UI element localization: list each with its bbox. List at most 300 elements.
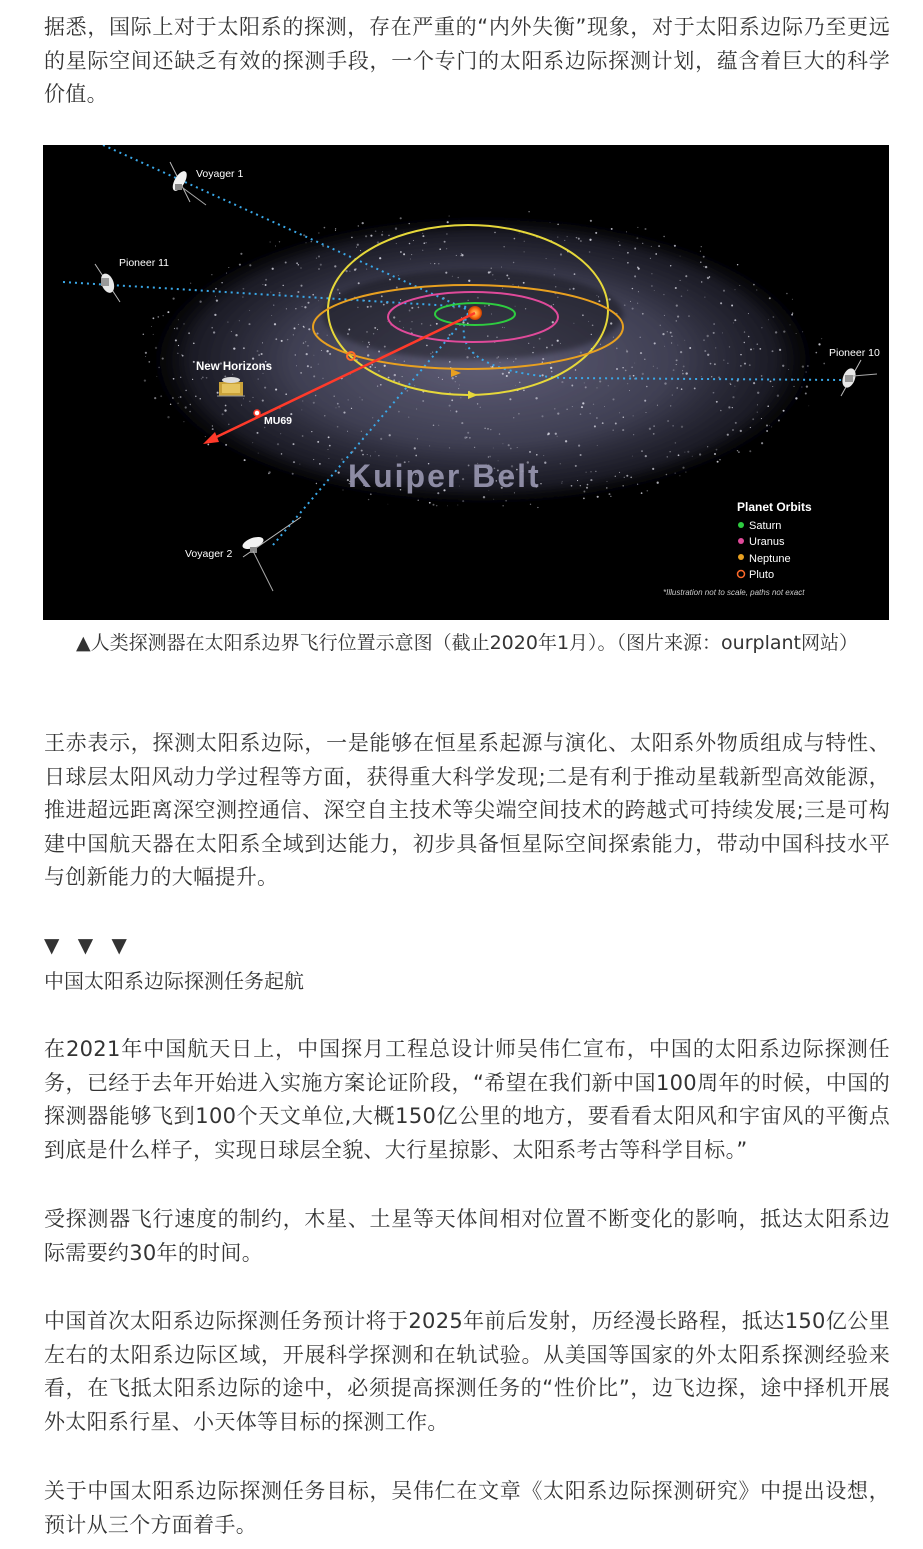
belt-particle <box>707 446 708 447</box>
belt-particle <box>523 282 525 284</box>
belt-particle <box>329 353 331 355</box>
belt-particle <box>587 484 589 486</box>
belt-particle <box>627 262 629 264</box>
belt-particle <box>805 371 807 373</box>
belt-particle <box>766 425 768 427</box>
belt-particle <box>772 350 774 352</box>
belt-particle <box>213 331 215 333</box>
belt-particle <box>447 505 448 506</box>
belt-particle <box>651 285 653 287</box>
belt-particle <box>808 405 809 406</box>
belt-particle <box>662 333 664 335</box>
belt-particle <box>630 476 632 478</box>
belt-particle <box>572 406 573 407</box>
belt-particle <box>732 429 734 431</box>
belt-particle <box>467 432 469 434</box>
belt-particle <box>422 235 424 237</box>
belt-particle <box>167 416 169 418</box>
belt-particle <box>506 274 508 276</box>
belt-particle <box>618 241 619 242</box>
belt-particle <box>398 275 399 276</box>
belt-particle <box>598 300 600 302</box>
belt-particle <box>384 365 386 367</box>
paragraph-launch-plan: 中国首次太阳系边际探测任务预计将于2025年前后发射，历经漫长路程，抵达150亿公里左右的太阳系边际区域，开展科学探测和在轨试验。从美国等国家的外太阳系探测经验来看，在飞抵太阳系边际的途中，必须提高探测任务的“性价比”，边飞边探，途中择机开展外太阳系行星、小天体等目标的探测工作。 <box>44 1309 890 1434</box>
belt-particle <box>294 327 296 329</box>
belt-particle <box>642 313 644 315</box>
belt-particle <box>177 402 179 404</box>
belt-particle <box>273 305 274 306</box>
belt-particle <box>717 461 719 463</box>
belt-particle <box>212 428 214 430</box>
belt-particle <box>455 376 456 377</box>
belt-particle <box>326 350 328 352</box>
belt-particle <box>569 289 570 290</box>
belt-particle <box>370 235 372 237</box>
belt-particle <box>368 342 370 344</box>
belt-particle <box>313 355 314 356</box>
belt-particle <box>613 258 614 259</box>
belt-particle <box>366 269 367 270</box>
belt-particle <box>770 381 772 383</box>
solar-system-probes-figure <box>43 145 889 620</box>
belt-particle <box>249 264 251 266</box>
belt-particle <box>750 427 751 428</box>
belt-particle <box>508 372 510 374</box>
belt-particle <box>682 373 684 375</box>
belt-particle <box>418 307 420 309</box>
belt-particle <box>239 320 240 321</box>
belt-particle <box>749 364 751 366</box>
belt-particle <box>716 401 718 403</box>
belt-particle <box>591 334 592 335</box>
belt-particle <box>343 412 345 414</box>
belt-particle <box>328 436 330 438</box>
belt-particle <box>557 237 558 238</box>
belt-particle <box>752 418 754 420</box>
belt-particle <box>202 376 204 378</box>
belt-particle <box>307 345 309 347</box>
belt-particle <box>449 361 451 363</box>
belt-particle <box>173 298 175 300</box>
belt-particle <box>779 349 781 351</box>
belt-particle <box>403 327 404 328</box>
belt-particle <box>349 271 350 272</box>
belt-particle <box>586 487 588 489</box>
belt-particle <box>599 380 601 382</box>
belt-particle <box>590 479 592 481</box>
belt-particle <box>624 304 626 306</box>
belt-particle <box>561 482 562 483</box>
belt-particle <box>356 247 357 248</box>
belt-particle <box>477 403 478 404</box>
belt-particle <box>652 468 654 470</box>
belt-particle <box>644 400 646 402</box>
belt-particle <box>377 385 378 386</box>
belt-particle <box>347 399 348 400</box>
belt-particle <box>753 382 755 384</box>
planet-orbits-legend <box>663 500 812 597</box>
belt-particle <box>670 332 672 334</box>
belt-particle <box>557 224 558 225</box>
belt-particle <box>398 381 400 383</box>
belt-particle <box>295 308 296 309</box>
belt-particle <box>532 352 533 353</box>
belt-particle <box>265 279 267 281</box>
belt-particle <box>504 327 505 328</box>
belt-particle <box>446 233 448 235</box>
belt-particle <box>302 435 304 437</box>
belt-particle <box>716 449 718 451</box>
belt-particle <box>722 332 723 333</box>
belt-particle <box>156 376 157 377</box>
belt-particle <box>727 363 728 364</box>
belt-particle <box>772 386 773 387</box>
belt-particle <box>505 500 507 502</box>
belt-particle <box>507 358 508 359</box>
belt-particle <box>676 305 678 307</box>
belt-particle <box>178 319 179 320</box>
belt-particle <box>357 307 359 309</box>
belt-particle <box>388 235 390 237</box>
belt-particle <box>637 303 638 304</box>
belt-particle <box>225 405 227 407</box>
section-heading: 中国太阳系边际探测任务起航 <box>44 969 304 993</box>
belt-particle <box>346 270 348 272</box>
belt-particle <box>769 425 770 426</box>
belt-particle <box>560 463 561 464</box>
belt-particle <box>357 244 359 246</box>
belt-particle <box>365 235 367 237</box>
belt-particle <box>692 456 693 457</box>
belt-particle <box>249 310 250 311</box>
belt-particle <box>249 401 250 402</box>
belt-particle <box>583 491 585 493</box>
belt-particle <box>178 345 179 346</box>
belt-particle <box>707 335 709 337</box>
belt-particle <box>679 475 680 476</box>
belt-particle <box>672 425 673 426</box>
belt-particle <box>655 253 657 255</box>
belt-particle <box>552 321 554 323</box>
belt-particle <box>490 366 491 367</box>
belt-particle <box>172 397 174 399</box>
belt-particle <box>195 396 197 398</box>
belt-particle <box>646 412 647 413</box>
belt-particle <box>399 321 400 322</box>
belt-particle <box>396 243 397 244</box>
belt-particle <box>306 353 308 355</box>
belt-particle <box>297 291 299 293</box>
belt-particle <box>406 390 408 392</box>
belt-particle <box>193 361 195 363</box>
belt-particle <box>496 337 498 339</box>
belt-particle <box>582 314 584 316</box>
belt-particle <box>607 481 608 482</box>
belt-particle <box>445 272 447 274</box>
belt-particle <box>796 333 797 334</box>
belt-particle <box>705 266 707 268</box>
belt-particle <box>657 405 658 406</box>
belt-particle <box>818 343 820 345</box>
belt-particle <box>316 333 318 335</box>
belt-particle <box>502 288 503 289</box>
belt-particle <box>525 308 526 309</box>
belt-particle <box>183 421 184 422</box>
legend-title: Planet Orbits <box>737 500 812 514</box>
belt-particle <box>270 241 271 242</box>
belt-particle <box>285 393 287 395</box>
belt-particle <box>400 251 402 253</box>
belt-particle <box>183 323 185 325</box>
belt-particle <box>293 443 295 445</box>
belt-particle <box>389 434 391 436</box>
belt-particle <box>422 400 424 402</box>
belt-particle <box>425 242 426 243</box>
belt-particle <box>641 492 643 494</box>
belt-particle <box>318 300 319 301</box>
belt-particle <box>533 347 534 348</box>
belt-particle <box>423 242 425 244</box>
belt-particle <box>528 211 529 212</box>
belt-particle <box>351 408 352 409</box>
belt-particle <box>612 398 614 400</box>
belt-particle <box>383 304 385 306</box>
belt-particle <box>498 356 499 357</box>
belt-particle <box>707 277 709 279</box>
belt-particle <box>759 348 761 350</box>
belt-particle <box>613 337 614 338</box>
mu69-marker <box>254 410 260 416</box>
belt-particle <box>639 337 640 338</box>
belt-particle <box>227 321 228 322</box>
belt-particle <box>494 232 495 233</box>
belt-particle <box>523 390 525 392</box>
belt-particle <box>449 216 450 217</box>
belt-particle <box>292 473 294 475</box>
belt-particle <box>281 340 283 342</box>
belt-particle <box>152 317 154 319</box>
belt-particle <box>418 500 419 501</box>
belt-particle <box>462 500 464 502</box>
belt-particle <box>409 310 411 312</box>
belt-particle <box>802 331 803 332</box>
belt-particle <box>823 363 825 365</box>
belt-particle <box>258 378 259 379</box>
belt-particle <box>588 321 589 322</box>
belt-particle <box>263 373 264 374</box>
belt-particle <box>502 443 503 444</box>
belt-particle <box>671 342 672 343</box>
belt-particle <box>275 246 276 247</box>
belt-particle <box>627 252 629 254</box>
belt-particle <box>686 372 688 374</box>
belt-particle <box>167 311 169 313</box>
belt-particle <box>646 386 648 388</box>
belt-particle <box>609 493 611 495</box>
belt-particle <box>557 436 558 437</box>
belt-particle <box>580 485 581 486</box>
belt-particle <box>279 292 281 294</box>
belt-particle <box>403 231 404 232</box>
belt-particle <box>623 416 624 417</box>
belt-particle <box>681 426 683 428</box>
belt-particle <box>387 504 388 505</box>
belt-particle <box>395 228 397 230</box>
belt-particle <box>496 357 497 358</box>
belt-particle <box>675 473 676 474</box>
figure-caption: ▲人类探测器在太阳系边界飞行位置示意图（截止2020年1月）。（图片来源：ourplant网站） <box>75 632 858 654</box>
belt-particle <box>660 325 661 326</box>
belt-particle <box>460 397 461 398</box>
belt-particle <box>739 285 740 286</box>
belt-particle <box>670 265 671 266</box>
belt-particle <box>446 248 447 249</box>
belt-particle <box>740 430 742 432</box>
belt-particle <box>626 475 628 477</box>
belt-particle <box>381 295 383 297</box>
belt-particle <box>590 471 591 472</box>
belt-particle <box>495 279 496 280</box>
legend-item-neptune: Neptune <box>749 553 791 565</box>
belt-particle <box>456 255 457 256</box>
belt-particle <box>508 444 510 446</box>
belt-particle <box>624 477 625 478</box>
belt-particle <box>783 330 785 332</box>
belt-particle <box>734 289 735 290</box>
belt-particle <box>625 370 627 372</box>
belt-particle <box>334 265 336 267</box>
belt-particle <box>608 298 610 300</box>
belt-particle <box>336 408 337 409</box>
belt-particle <box>211 327 213 329</box>
belt-particle <box>215 296 216 297</box>
belt-particle <box>596 295 597 296</box>
belt-particle <box>675 287 677 289</box>
belt-particle <box>664 382 666 384</box>
belt-particle <box>574 273 576 275</box>
belt-particle <box>438 263 439 264</box>
belt-particle <box>416 408 417 409</box>
belt-particle <box>362 454 364 456</box>
belt-particle <box>700 251 701 252</box>
belt-particle <box>175 339 177 341</box>
paragraph-mission-goals: 关于中国太阳系边际探测任务目标，吴伟仁在文章《太阳系边际探测研究》中提出设想，预计从三个方面着手。 <box>44 1479 890 1537</box>
belt-particle <box>235 334 237 336</box>
belt-particle <box>689 347 691 349</box>
belt-particle <box>348 329 350 331</box>
belt-particle <box>371 364 373 366</box>
belt-particle <box>528 343 529 344</box>
belt-particle <box>735 422 737 424</box>
belt-particle <box>560 253 562 255</box>
belt-particle <box>710 363 712 365</box>
belt-particle <box>634 275 636 277</box>
belt-particle <box>312 294 314 296</box>
belt-particle <box>732 396 734 398</box>
belt-particle <box>575 369 576 370</box>
belt-particle <box>374 327 376 329</box>
belt-particle <box>658 245 660 247</box>
belt-particle <box>369 366 371 368</box>
belt-particle <box>734 386 735 387</box>
belt-particle <box>775 331 777 333</box>
belt-particle <box>513 262 514 263</box>
belt-particle <box>632 308 634 310</box>
belt-particle <box>409 243 411 245</box>
belt-particle <box>375 367 376 368</box>
belt-particle <box>474 447 475 448</box>
belt-particle <box>398 411 400 413</box>
belt-particle <box>366 331 368 333</box>
belt-particle <box>606 487 608 489</box>
belt-particle <box>672 395 673 396</box>
belt-particle <box>201 378 202 379</box>
belt-particle <box>361 431 362 432</box>
belt-particle <box>450 410 451 411</box>
belt-particle <box>447 221 449 223</box>
belt-particle <box>715 347 716 348</box>
belt-particle <box>795 397 797 399</box>
belt-particle <box>275 389 277 391</box>
belt-particle <box>502 373 504 375</box>
belt-particle <box>530 504 531 505</box>
belt-particle <box>554 408 555 409</box>
belt-particle <box>324 415 325 416</box>
belt-particle <box>313 402 315 404</box>
belt-particle <box>380 438 382 440</box>
belt-particle <box>761 442 763 444</box>
label-pioneer10: Pioneer 10 <box>829 347 880 359</box>
belt-particle <box>378 455 379 456</box>
belt-particle <box>753 348 754 349</box>
belt-particle <box>430 263 431 264</box>
belt-particle <box>313 459 314 460</box>
belt-particle <box>753 284 755 286</box>
belt-particle <box>663 236 664 237</box>
belt-particle <box>318 256 320 258</box>
belt-particle <box>414 447 416 449</box>
belt-particle <box>200 398 201 399</box>
belt-particle <box>368 499 369 500</box>
belt-particle <box>410 328 411 329</box>
belt-particle <box>293 461 295 463</box>
belt-particle <box>728 406 730 408</box>
belt-particle <box>347 431 348 432</box>
belt-particle <box>782 365 784 367</box>
belt-particle <box>589 413 591 415</box>
belt-particle <box>461 422 463 424</box>
belt-particle <box>396 455 397 456</box>
belt-particle <box>578 238 580 240</box>
belt-particle <box>699 453 701 455</box>
belt-particle <box>272 268 274 270</box>
belt-particle <box>632 288 633 289</box>
belt-particle <box>597 445 598 446</box>
belt-particle <box>737 450 738 451</box>
belt-particle <box>228 267 229 268</box>
belt-particle <box>328 458 329 459</box>
belt-particle <box>788 369 789 370</box>
belt-particle <box>394 374 396 376</box>
belt-particle <box>589 251 591 253</box>
belt-particle <box>268 471 270 473</box>
belt-particle <box>461 253 462 254</box>
belt-particle <box>524 241 525 242</box>
belt-particle <box>793 386 794 387</box>
belt-particle <box>786 293 788 295</box>
belt-particle <box>178 397 179 398</box>
belt-particle <box>626 231 627 232</box>
